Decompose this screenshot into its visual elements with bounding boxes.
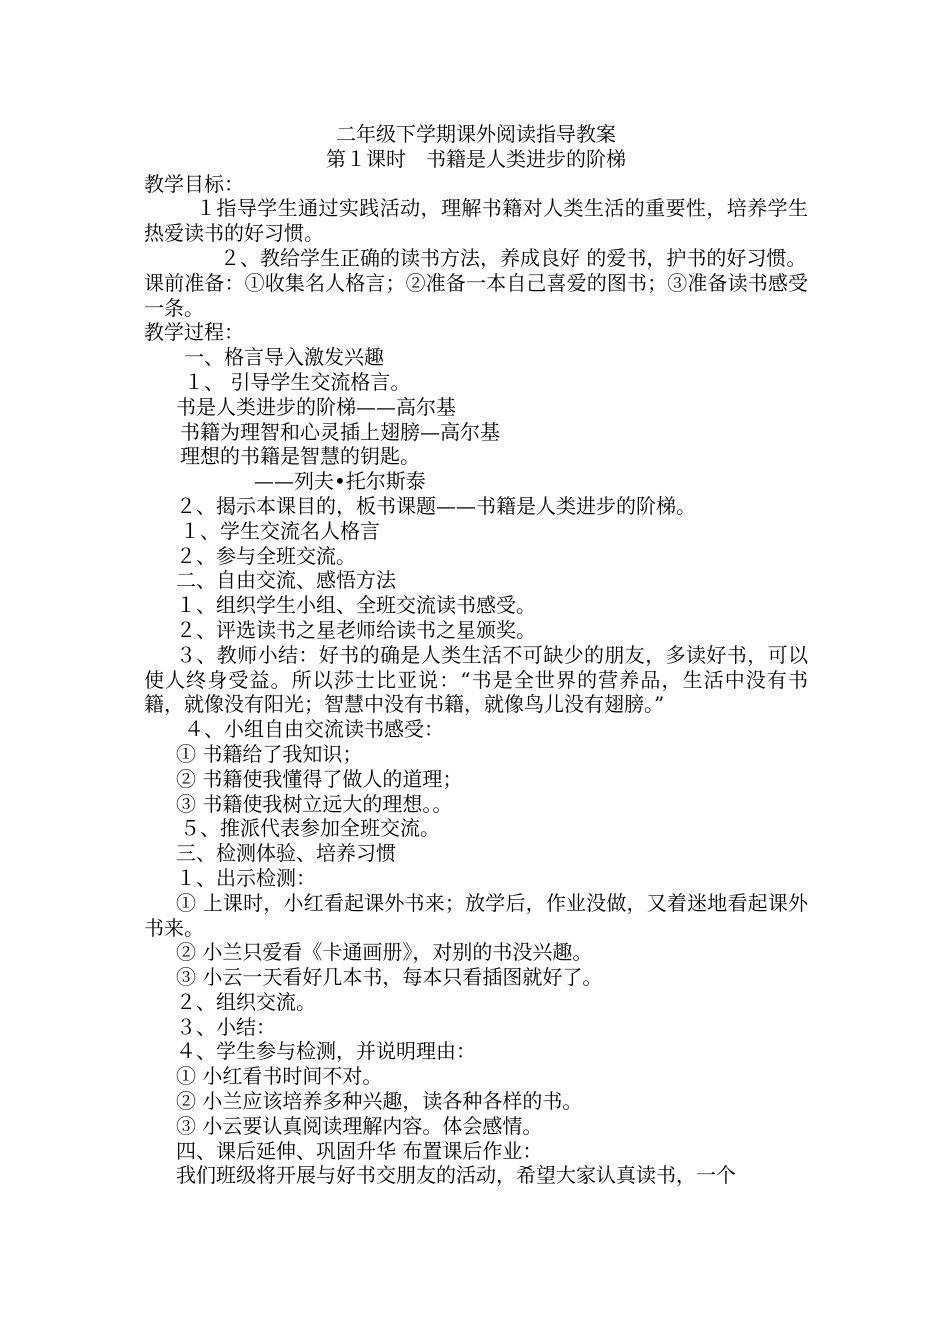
- document-title: 二年级下学期课外阅读指导教案: [336, 122, 616, 146]
- text-line: ① 小红看书时间不对。: [176, 1064, 383, 1089]
- text-line: ２、教给学生正确的读书方法，养成良好 的爱书，护书的好习惯。: [220, 245, 807, 270]
- text-line: 三、检测体验、培养习惯: [176, 841, 396, 866]
- text-line: ４、小组自由交流读书感受：: [184, 717, 444, 742]
- text-line: 四、课后延伸、巩固升华 布置课后作业：: [176, 1138, 543, 1163]
- text-line: ——列夫•托尔斯泰: [254, 469, 426, 494]
- text-line: ③ 书籍使我树立远大的理想。。: [176, 791, 453, 816]
- text-line: ２、参与全班交流。: [176, 543, 356, 568]
- text-line: 教学目标：: [144, 171, 244, 196]
- text-line: ③ 小云要认真阅读理解内容。体会感情。: [176, 1113, 543, 1138]
- text-line: １、出示检测：: [176, 865, 316, 890]
- text-line: 理想的书籍是智慧的钥匙。: [180, 444, 420, 469]
- text-line: ３、小结：: [176, 1014, 276, 1039]
- text-line: ３、教师小结：好书的确是人类生活不可缺少的朋友，多读好书，可以使人终身受益。所以莎士比亚说：“书是全世界的营养品，生活中没有书籍，就像没有阳光；智慧中没有书籍，就像鸟儿没有翅膀。”: [144, 642, 808, 717]
- document-lines: [144, 172, 808, 1189]
- text-line: 教学过程：: [144, 320, 244, 345]
- text-line: 一、格言导入激发兴趣: [184, 345, 384, 370]
- text-line: ４、学生参与检测，并说明理由：: [176, 1039, 476, 1064]
- text-line: ① 书籍给了我知识；: [176, 741, 363, 766]
- lesson-title: 第１课时 书籍是人类进步的阶梯: [326, 146, 626, 171]
- text-line: ２、揭示本课目的，板书课题——书籍是人类进步的阶梯。: [176, 493, 696, 518]
- document-body: [144, 122, 808, 1188]
- text-line: ② 小兰只爱看《卡通画册》，对别的书没兴趣。: [176, 940, 593, 965]
- text-line: １指导学生通过实践活动，理解书籍对人类生活的重要性，培养学生热爱读书的好习惯。: [144, 196, 808, 246]
- text-line: ② 书籍使我懂得了做人的道理；: [176, 766, 463, 791]
- text-line: １、 引导学生交流格言。: [184, 369, 411, 394]
- text-line: 课前准备：①收集名人格言；②准备一本自己喜爱的图书；③准备读书感受一条。: [144, 270, 808, 320]
- text-line: ② 小兰应该培养多种兴趣，读各种各样的书。: [176, 1089, 583, 1114]
- text-line: ③ 小云一天看好几本书，每本只看插图就好了。: [176, 965, 603, 990]
- text-line: ５、推派代表参加全班交流。: [180, 816, 440, 841]
- text-line: 书是人类进步的阶梯——高尔基: [176, 394, 456, 419]
- text-line: １、学生交流名人格言: [180, 518, 380, 543]
- text-line: ２、组织交流。: [176, 989, 316, 1014]
- text-line: １、组织学生小组、全班交流读书感受。: [176, 593, 536, 618]
- text-line: 二、自由交流、感悟方法: [176, 568, 396, 593]
- text-line: 我们班级将开展与好书交朋友的活动，希望大家认真读书，一个: [176, 1163, 736, 1188]
- text-line: ① 上课时，小红看起课外书来；放学后，作业没做，又着迷地看起课外书来。: [144, 890, 808, 940]
- text-line: 书籍为理智和心灵插上翅膀—高尔基: [180, 419, 500, 444]
- text-line: ２、评选读书之星老师给读书之星颁奖。: [176, 617, 536, 642]
